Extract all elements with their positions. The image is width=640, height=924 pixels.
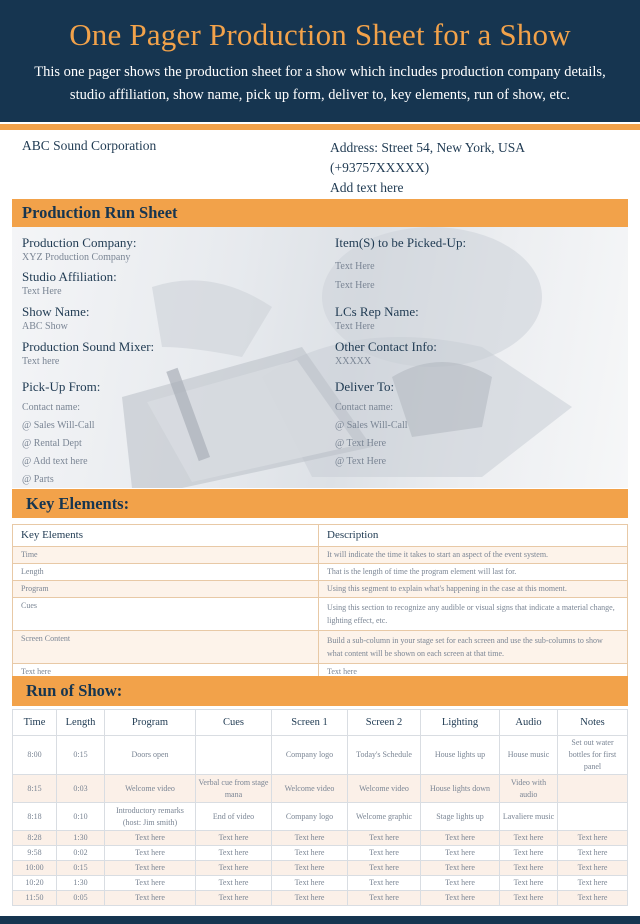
- run-of-show-cell: 0:02: [57, 846, 105, 861]
- run-of-show-cell: Text here: [196, 891, 272, 906]
- col-header-audio: Audio: [500, 710, 558, 736]
- run-of-show-cell: Text here: [421, 891, 500, 906]
- sound-mixer-label: Production Sound Mixer:: [22, 339, 155, 354]
- run-of-show-cell: Text here: [348, 846, 421, 861]
- run-of-show-cell: Text here: [105, 831, 196, 846]
- key-elements-header-row: [13, 525, 628, 547]
- run-of-show-cell: Text here: [105, 876, 196, 891]
- run-of-show-cell: Text here: [272, 876, 348, 891]
- run-of-show-cell: 1:30: [57, 831, 105, 846]
- run-of-show-cell: Text here: [272, 846, 348, 861]
- pickup-item: @ Rental Dept: [22, 438, 82, 449]
- key-element-description: Using this segment to explain what's happening in the case at this moment.: [319, 581, 628, 598]
- page-subtitle: This one pager shows the production sheet for a show which includes production company details, studio affiliation, show name, pick up form, deliver to, key elements, run of show, etc.: [34, 64, 606, 103]
- run-of-show-cell: 8:15: [13, 775, 57, 803]
- pickup-from-label: Pick-Up From:: [22, 379, 101, 394]
- table-row: [13, 564, 628, 581]
- run-of-show-cell: Welcome video: [348, 775, 421, 803]
- production-company-label: Production Company:: [22, 235, 137, 250]
- pickup-item: @ Add text here: [22, 456, 88, 467]
- run-of-show-cell: Today's Schedule: [348, 736, 421, 775]
- deliver-item: @ Text Here: [335, 456, 387, 467]
- col-header-length: Length: [57, 710, 105, 736]
- run-of-show-cell: Text here: [500, 876, 558, 891]
- run-of-show-cell: Doors open: [105, 736, 196, 775]
- run-of-show-cell: Text here: [421, 876, 500, 891]
- run-of-show-cell: Lavaliere music: [500, 803, 558, 831]
- run-of-show-cell: Text here: [500, 831, 558, 846]
- company-phone: (+93757XXXXX): [330, 160, 430, 175]
- run-of-show-heading: Run of Show:: [12, 676, 628, 706]
- table-row: [13, 861, 628, 876]
- key-element-name: Screen Content: [13, 631, 319, 664]
- col-header-screen-1: Screen 1: [272, 710, 348, 736]
- run-of-show-cell: Text here: [105, 846, 196, 861]
- run-of-show-cell: Welcome video: [272, 775, 348, 803]
- items-picked-up-value: Text Here: [335, 280, 375, 291]
- run-of-show-cell: Company logo: [272, 803, 348, 831]
- table-row: [13, 803, 628, 831]
- run-of-show-cell: House lights down: [421, 775, 500, 803]
- run-of-show-cell: Text here: [421, 861, 500, 876]
- run-of-show-cell: Video with audio: [500, 775, 558, 803]
- table-row: [13, 598, 628, 631]
- run-of-show-cell: Text here: [196, 831, 272, 846]
- run-of-show-header-row: [13, 710, 628, 736]
- col-header-time: Time: [13, 710, 57, 736]
- table-row: [13, 581, 628, 598]
- run-of-show-cell: Welcome video: [105, 775, 196, 803]
- col-header-cues: Cues: [196, 710, 272, 736]
- run-of-show-cell: House lights up: [421, 736, 500, 775]
- deliver-to-label: Deliver To:: [335, 379, 395, 394]
- col-header-program: Program: [105, 710, 196, 736]
- table-row: [13, 876, 628, 891]
- run-of-show-cell: 0:05: [57, 891, 105, 906]
- table-row: [13, 547, 628, 564]
- run-of-show-cell: Welcome graphic: [348, 803, 421, 831]
- run-of-show-cell: House music: [500, 736, 558, 775]
- key-element-name: Text here: [13, 664, 319, 681]
- run-of-show-cell: [196, 736, 272, 775]
- run-of-show-cell: Text here: [558, 846, 628, 861]
- table-row: [13, 891, 628, 906]
- run-of-show-cell: 1:30: [57, 876, 105, 891]
- show-name-label: Show Name:: [22, 304, 90, 319]
- pickup-item: @ Parts: [22, 474, 54, 485]
- key-element-description: That is the length of time the program element will last for.: [319, 564, 628, 581]
- run-of-show-cell: Text here: [558, 831, 628, 846]
- run-of-show-cell: Text here: [421, 831, 500, 846]
- company-extra: Add text here: [330, 180, 404, 195]
- col-header-lighting: Lighting: [421, 710, 500, 736]
- company-info: [0, 136, 640, 196]
- production-run-sheet-heading: Production Run Sheet: [12, 199, 628, 227]
- run-of-show-cell: Text here: [500, 846, 558, 861]
- key-elements-col-header: Key Elements: [13, 525, 319, 547]
- run-of-show-cell: [558, 803, 628, 831]
- key-element-name: Program: [13, 581, 319, 598]
- run-of-show-cell: Text here: [105, 891, 196, 906]
- company-address: Address: Street 54, New York, USA: [330, 140, 525, 155]
- run-of-show-body: [13, 736, 628, 906]
- key-element-description: Text here: [319, 664, 628, 681]
- run-of-show-cell: 8:18: [13, 803, 57, 831]
- deliver-item: @ Sales Will-Call: [335, 420, 408, 431]
- key-element-name: Length: [13, 564, 319, 581]
- run-of-show-cell: 0:03: [57, 775, 105, 803]
- run-of-show-cell: Text here: [558, 876, 628, 891]
- lcs-rep-name-label: LCs Rep Name:: [335, 304, 419, 319]
- run-of-show-cell: 10:00: [13, 861, 57, 876]
- run-of-show-cell: 11:50: [13, 891, 57, 906]
- studio-affiliation-label: Studio Affiliation:: [22, 269, 117, 284]
- run-of-show-cell: 9:58: [13, 846, 57, 861]
- col-header-notes: Notes: [558, 710, 628, 736]
- key-element-description: Build a sub-column in your stage set for each screen and use the sub-columns to show what content will be shown on each screen at that time.: [319, 631, 628, 664]
- header-stripe: [0, 124, 640, 130]
- company-name: ABC Sound Corporation: [22, 138, 157, 153]
- run-of-show-cell: Text here: [196, 876, 272, 891]
- production-company-value: XYZ Production Company: [22, 252, 131, 263]
- key-element-name: Cues: [13, 598, 319, 631]
- run-of-show-cell: 10:20: [13, 876, 57, 891]
- run-of-show-cell: Text here: [272, 861, 348, 876]
- run-of-show-cell: 0:15: [57, 736, 105, 775]
- run-of-show-table: [12, 709, 628, 906]
- run-of-show-cell: Text here: [105, 861, 196, 876]
- lcs-rep-name-value: Text Here: [335, 321, 375, 332]
- studio-affiliation-value: Text Here: [22, 286, 62, 297]
- run-of-show-cell: Text here: [348, 891, 421, 906]
- run-of-show-cell: Text here: [421, 846, 500, 861]
- run-of-show-cell: Text here: [196, 846, 272, 861]
- run-of-show-cell: Text here: [500, 891, 558, 906]
- table-row: [13, 736, 628, 775]
- run-of-show-cell: Company logo: [272, 736, 348, 775]
- other-contact-label: Other Contact Info:: [335, 339, 437, 354]
- show-name-value: ABC Show: [22, 321, 68, 332]
- run-of-show-cell: Stage lights up: [421, 803, 500, 831]
- other-contact-value: XXXXX: [335, 356, 372, 367]
- items-picked-up-label: Item(S) to be Picked-Up:: [335, 235, 467, 250]
- run-of-show-cell: 8:28: [13, 831, 57, 846]
- run-of-show-cell: Text here: [500, 861, 558, 876]
- production-left-column: [22, 235, 154, 489]
- run-of-show-cell: Text here: [558, 891, 628, 906]
- key-element-description: It will indicate the time it takes to start an aspect of the event system.: [319, 547, 628, 564]
- run-of-show-cell: Text here: [272, 831, 348, 846]
- page-header: [0, 0, 640, 122]
- footer-bar: [0, 916, 640, 924]
- run-of-show-cell: Text here: [348, 831, 421, 846]
- run-of-show-cell: 0:15: [57, 861, 105, 876]
- key-element-name: Time: [13, 547, 319, 564]
- run-of-show-cell: Set out water bottles for first panel: [558, 736, 628, 775]
- company-address-block: [330, 138, 525, 198]
- run-of-show-cell: Text here: [196, 861, 272, 876]
- pickup-contact: Contact name:: [22, 402, 81, 413]
- table-row: [13, 846, 628, 861]
- run-of-show-cell: Text here: [348, 876, 421, 891]
- key-element-description: Using this section to recognize any audible or visual signs that indicate a material change, lighting effect, etc.: [319, 598, 628, 631]
- description-col-header: Description: [319, 525, 628, 547]
- deliver-contact: Contact name:: [335, 402, 394, 413]
- run-of-show-cell: [558, 775, 628, 803]
- run-of-show-cell: Text here: [272, 891, 348, 906]
- run-of-show-cell: 0:10: [57, 803, 105, 831]
- table-row: [13, 631, 628, 664]
- col-header-screen-2: Screen 2: [348, 710, 421, 736]
- sound-mixer-value: Text here: [22, 356, 60, 367]
- table-row: [13, 775, 628, 803]
- run-of-show-cell: Introductory remarks (host: Jim smith): [105, 803, 196, 831]
- production-right-column: [335, 235, 466, 471]
- run-of-show-cell: 8:00: [13, 736, 57, 775]
- key-elements-table: [12, 524, 628, 681]
- deliver-item: @ Text Here: [335, 438, 387, 449]
- table-row: [13, 831, 628, 846]
- run-of-show-cell: End of video: [196, 803, 272, 831]
- run-of-show-cell: Text here: [558, 861, 628, 876]
- pickup-item: @ Sales Will-Call: [22, 420, 95, 431]
- items-picked-up-value: Text Here: [335, 261, 375, 272]
- run-of-show-cell: Verbal cue from stage mana: [196, 775, 272, 803]
- page-title: One Pager Production Sheet for a Show: [69, 17, 571, 52]
- run-of-show-cell: Text here: [348, 861, 421, 876]
- key-elements-heading: Key Elements:: [12, 489, 628, 518]
